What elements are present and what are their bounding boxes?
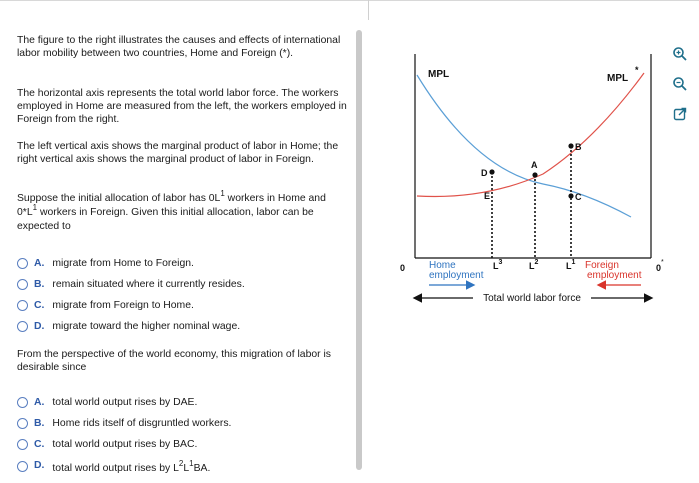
foreign-origin-star: * xyxy=(661,259,664,266)
option-text: migrate toward the higher nominal wage. xyxy=(52,320,241,332)
option-letter: B. xyxy=(34,417,45,429)
popout-button[interactable] xyxy=(670,104,690,124)
radio-button[interactable] xyxy=(17,321,28,332)
foreign-origin-label: 0 xyxy=(656,263,662,273)
part1-prompt-a: Suppose the initial allocation of labor has 0L xyxy=(17,193,221,204)
option-text: migrate from Home to Foreign. xyxy=(52,257,194,269)
l3-letter: L xyxy=(493,261,499,271)
popout-icon xyxy=(672,106,688,122)
l2-sup: 2 xyxy=(534,259,539,266)
option-letter: C. xyxy=(34,299,45,311)
scrollbar-thumb[interactable] xyxy=(356,30,362,470)
point-a-label: A xyxy=(531,160,538,170)
option-text-b: L xyxy=(183,463,190,474)
part1-prompt-sup2: 1 xyxy=(32,202,38,212)
pane-divider-tick xyxy=(368,0,369,20)
radio-button[interactable] xyxy=(17,418,28,429)
option-letter: C. xyxy=(34,438,45,450)
radio-button[interactable] xyxy=(17,300,28,311)
l1-sup: 1 xyxy=(571,259,576,266)
option-letter: A. xyxy=(34,257,45,269)
radio-button[interactable] xyxy=(17,439,28,450)
total-labor-axis-label: Total world labor force xyxy=(483,293,581,304)
option-text-c: BA. xyxy=(193,463,211,474)
home-employment-label-2: employment xyxy=(429,270,484,281)
option-letter: D. xyxy=(34,320,45,332)
option-text: total world output rises by DAE. xyxy=(52,396,198,408)
option-letter: A. xyxy=(34,396,45,408)
option-text-a: total world output rises by L xyxy=(52,463,179,474)
home-origin-label: 0 xyxy=(400,263,406,273)
part2-option-b[interactable] xyxy=(17,415,231,431)
part2-option-d[interactable] xyxy=(17,459,210,475)
point-d-marker xyxy=(489,169,494,174)
labor-mobility-figure xyxy=(395,40,665,315)
right-mpl-star: * xyxy=(635,65,639,75)
option-text: Home rids itself of disgruntled workers. xyxy=(52,417,232,429)
option-sup1: 2 xyxy=(178,458,184,468)
zoom-in-icon xyxy=(672,46,688,62)
l2-label xyxy=(529,259,539,271)
right-mpl-label: MPL xyxy=(607,73,629,84)
option-text: total world output rises by BAC. xyxy=(52,438,198,450)
option-text: migrate from Foreign to Home. xyxy=(52,299,194,311)
foreign-employment-label-2: employment xyxy=(587,270,642,281)
option-text xyxy=(52,459,210,475)
part2-option-a[interactable] xyxy=(17,394,197,410)
option-letter: B. xyxy=(34,278,45,290)
zoom-in-button[interactable] xyxy=(670,44,690,64)
radio-button[interactable] xyxy=(17,258,28,269)
left-mpl-label: MPL xyxy=(428,69,450,80)
intro-text: The figure to the right illustrates the causes and effects of international labor mobility between two countries, Home and Foreign (*). xyxy=(17,35,341,59)
part2-prompt: From the perspective of the world economy, this migration of labor is desirable since xyxy=(17,349,331,373)
l1-label xyxy=(566,259,576,271)
vertical-axes-text: The left vertical axis shows the marginal product of labor in Home; the right vertical axis shows the marginal product of labor in Foreign. xyxy=(17,141,339,165)
point-e-label: E xyxy=(484,191,491,201)
zoom-out-icon xyxy=(672,76,688,92)
radio-button[interactable] xyxy=(17,397,28,408)
home-employment-label-1: Home xyxy=(429,260,456,271)
l2-letter: L xyxy=(529,261,535,271)
horizontal-axis-text: The horizontal axis represents the total world labor force. The workers employed in Home are measured from the left, the workers employed in Foreign from the right. xyxy=(17,88,347,125)
foreign-mpl-curve xyxy=(417,73,644,197)
radio-button[interactable] xyxy=(17,461,28,472)
point-a-marker xyxy=(532,172,537,177)
part1-prompt xyxy=(17,188,347,234)
foreign-employment-label-1: Foreign xyxy=(585,260,619,271)
l1-letter: L xyxy=(566,261,572,271)
option-sup2: 1 xyxy=(189,458,194,468)
point-d-label: D xyxy=(481,168,488,178)
part1-prompt-b: workers in Home and 0*L xyxy=(17,193,326,218)
part2-option-c[interactable] xyxy=(17,436,197,452)
point-b-marker xyxy=(568,143,573,148)
radio-button[interactable] xyxy=(17,279,28,290)
point-c-marker xyxy=(568,193,573,198)
l3-label xyxy=(493,259,503,271)
part1-option-d[interactable] xyxy=(17,318,240,334)
l3-sup: 3 xyxy=(498,259,503,266)
option-letter: D. xyxy=(34,460,45,471)
point-b-label: B xyxy=(575,142,582,152)
option-text: remain situated where it currently resides. xyxy=(52,278,245,290)
part1-prompt-c: workers in Foreign. Given this initial allocation, labor can be expected to xyxy=(17,207,314,232)
part1-prompt-sup1: 1 xyxy=(220,188,225,198)
part1-option-c[interactable] xyxy=(17,297,194,313)
zoom-out-button[interactable] xyxy=(670,74,690,94)
point-c-label: C xyxy=(575,192,582,202)
part1-option-b[interactable] xyxy=(17,276,245,292)
part1-option-a[interactable] xyxy=(17,255,194,271)
